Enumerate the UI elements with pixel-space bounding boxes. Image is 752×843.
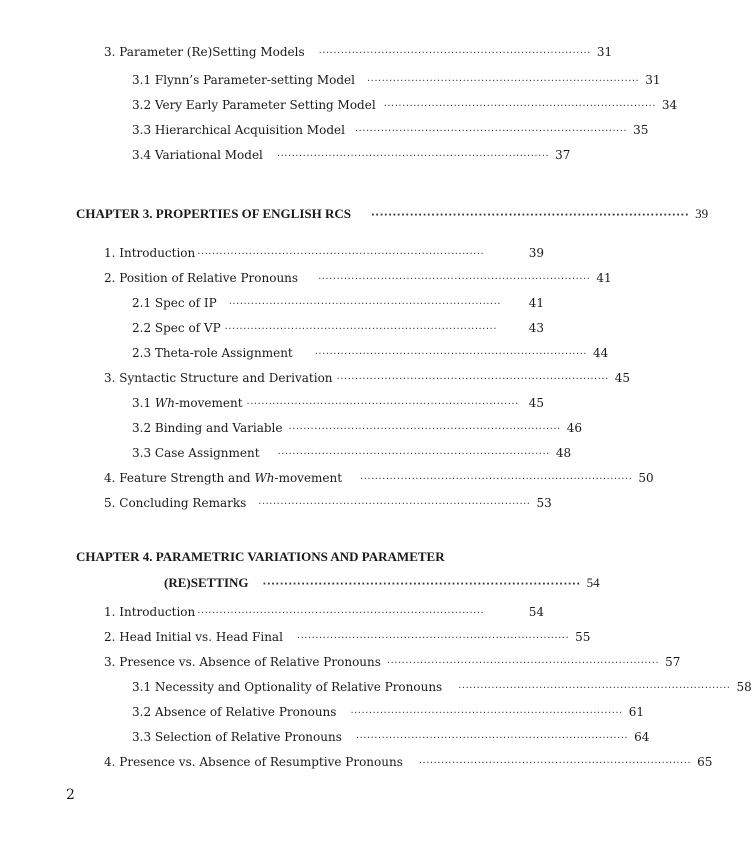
toc-entry [104, 44, 613, 62]
toc-entry [132, 72, 661, 90]
toc-entry-page: 37 [555, 148, 571, 162]
toc-entry-label: 5. Concluding Remarks [104, 496, 247, 510]
toc-entry [132, 320, 544, 338]
toc-entry-page: 41 [596, 271, 612, 285]
toc-entry-page: 45 [614, 371, 631, 385]
toc-entry-label: 2.2 Spec of VP [132, 321, 221, 335]
toc-leader-dots: ·········································································· [314, 349, 587, 360]
toc-entry-label: 3.1 Flynn’s Parameter-setting Model [132, 73, 355, 87]
toc-entry-label: 4. Presence vs. Absence of Resumptive Pronouns [104, 755, 403, 769]
toc-leader-dots: ·········································································· [277, 449, 550, 460]
toc-leader-dots: ·········································································· [318, 274, 591, 285]
toc-leader-dots: ·········································································· [318, 48, 591, 59]
toc-entry-page: 53 [536, 496, 552, 510]
toc-leader-dots: ·········································································· [224, 324, 497, 335]
toc-leader-dots: ·········································································· [288, 424, 561, 435]
toc-entry-label: 3. Parameter (Re)Setting Models [104, 45, 305, 59]
toc-entry-page: 65 [697, 755, 713, 769]
toc-entry-page: 57 [665, 655, 681, 669]
toc-leader-dots: ·········································································· [336, 374, 609, 385]
page-number: 2 [66, 787, 75, 803]
toc-entry-label: 3.3 Selection of Relative Pronouns [132, 730, 342, 744]
toc-entry-label: 3. Syntactic Structure and Derivation [104, 371, 333, 385]
toc-entry [104, 629, 591, 647]
toc-entry-page: 50 [638, 471, 654, 485]
toc-entry-page: 54 [528, 605, 544, 619]
toc-leader-dots: ·········································································· [355, 733, 629, 744]
toc-entry-label: 3.3 Case Assignment [132, 446, 260, 460]
toc-entry-label: 3. Presence vs. Absence of Relative Pronouns [104, 655, 381, 669]
toc-leader-dots: ·········································································· [276, 151, 550, 162]
toc-entry-page: 43 [528, 321, 544, 335]
toc-entry-label: 1. Introduction [104, 246, 196, 260]
toc-leader-dots: ·········································································· [228, 299, 501, 310]
toc-leader-dots: ·········································································· [354, 126, 628, 137]
toc-entry [104, 654, 681, 672]
toc-entry [132, 122, 649, 140]
toc-leader-dots: ·········································································· [246, 399, 519, 410]
toc-entry-page: 55 [575, 630, 591, 644]
toc-entry [132, 345, 609, 363]
toc-entry [104, 495, 552, 513]
toc-leader-dots: ·········································································· [366, 76, 640, 87]
toc-entry-page: 48 [555, 446, 572, 460]
toc-entry-label: 3.3 Hierarchical Acquisition Model [132, 123, 345, 137]
toc-entry-page: 39 [528, 246, 544, 260]
toc-entry-label: CHAPTER 3. PROPERTIES OF ENGLISH RCS [76, 206, 351, 221]
toc-leader-dots: ·········································································· [458, 683, 731, 694]
toc-entry [132, 97, 678, 115]
toc-entry [104, 245, 544, 263]
toc-entry [132, 147, 571, 165]
toc-leader-dots: ·············································································· [197, 249, 485, 260]
toc-entry-page: 31 [645, 73, 661, 87]
toc-entry [132, 445, 572, 463]
toc-leader-dots: ·········································································· [418, 758, 692, 769]
toc-entry-label: 3.2 Very Early Parameter Setting Model [132, 98, 376, 112]
toc-leader-dots: ·········································································· [262, 579, 581, 590]
toc-leader-dots: ·········································································· [350, 708, 623, 719]
toc-leader-dots: ·········································································· [360, 474, 633, 485]
toc-entry-page: 54 [586, 575, 600, 590]
toc-entry-page: 64 [634, 730, 650, 744]
toc-entry [104, 270, 612, 288]
toc-chapter-heading-cont [164, 575, 600, 593]
toc-entry-page: 34 [661, 98, 678, 112]
toc-entry-page: 61 [628, 705, 644, 719]
toc-entry-page: 58 [736, 680, 752, 694]
toc-leader-dots: ·········································································· [296, 633, 570, 644]
toc-entry-label: 3.2 Binding and Variable [132, 421, 283, 435]
toc-leader-dots: ·········································································· [258, 499, 531, 510]
toc-entry-page: 46 [566, 421, 582, 435]
toc-entry-page: 39 [695, 206, 709, 221]
toc-entry [132, 679, 752, 697]
toc-entry-label: 3.4 Variational Model [132, 148, 263, 162]
toc-leader-dots: ·········································································· [386, 658, 660, 669]
toc-entry [132, 395, 544, 413]
toc-entry [104, 604, 544, 622]
toc-entry-page: 31 [596, 45, 613, 59]
toc-entry-label: 2. Position of Relative Pronouns [104, 271, 299, 285]
toc-entry-label: (RE)SETTING [164, 575, 249, 590]
toc-entry-page: 35 [633, 123, 649, 137]
toc-entry-label: 2.1 Spec of IP [132, 296, 217, 310]
toc-entry-label: 1. Introduction [104, 605, 196, 619]
toc-entry-label: 4. Feature Strength and Wh-movement [104, 471, 343, 485]
toc-chapter-heading [76, 206, 709, 224]
toc-entry-label: 2. Head Initial vs. Head Final [104, 630, 283, 644]
toc-leader-dots: ·········································································· [383, 101, 656, 112]
toc-entry-label: 3.1 Wh-movement [132, 396, 243, 410]
toc-entry-page: 45 [528, 396, 544, 410]
toc-entry [104, 470, 654, 488]
toc-entry [132, 295, 544, 313]
toc-leader-dots: ·············································································· [197, 608, 485, 619]
toc-entry [132, 420, 582, 438]
toc-entry [104, 370, 631, 388]
toc-entry [104, 754, 713, 772]
toc-entry [132, 704, 644, 722]
toc-entry-page: 41 [528, 296, 544, 310]
toc-entry-label: 3.2 Absence of Relative Pronouns [132, 705, 337, 719]
toc-leader-dots: ·········································································· [371, 210, 690, 221]
toc-entry-label: 3.1 Necessity and Optionality of Relative Pronouns [132, 680, 443, 694]
toc-entry-page: 44 [592, 346, 609, 360]
toc-chapter-heading: CHAPTER 4. PARAMETRIC VARIATIONS AND PARAMETER [76, 549, 445, 564]
toc-entry-label: 2.3 Theta-role Assignment [132, 346, 293, 360]
toc-entry [132, 729, 650, 747]
